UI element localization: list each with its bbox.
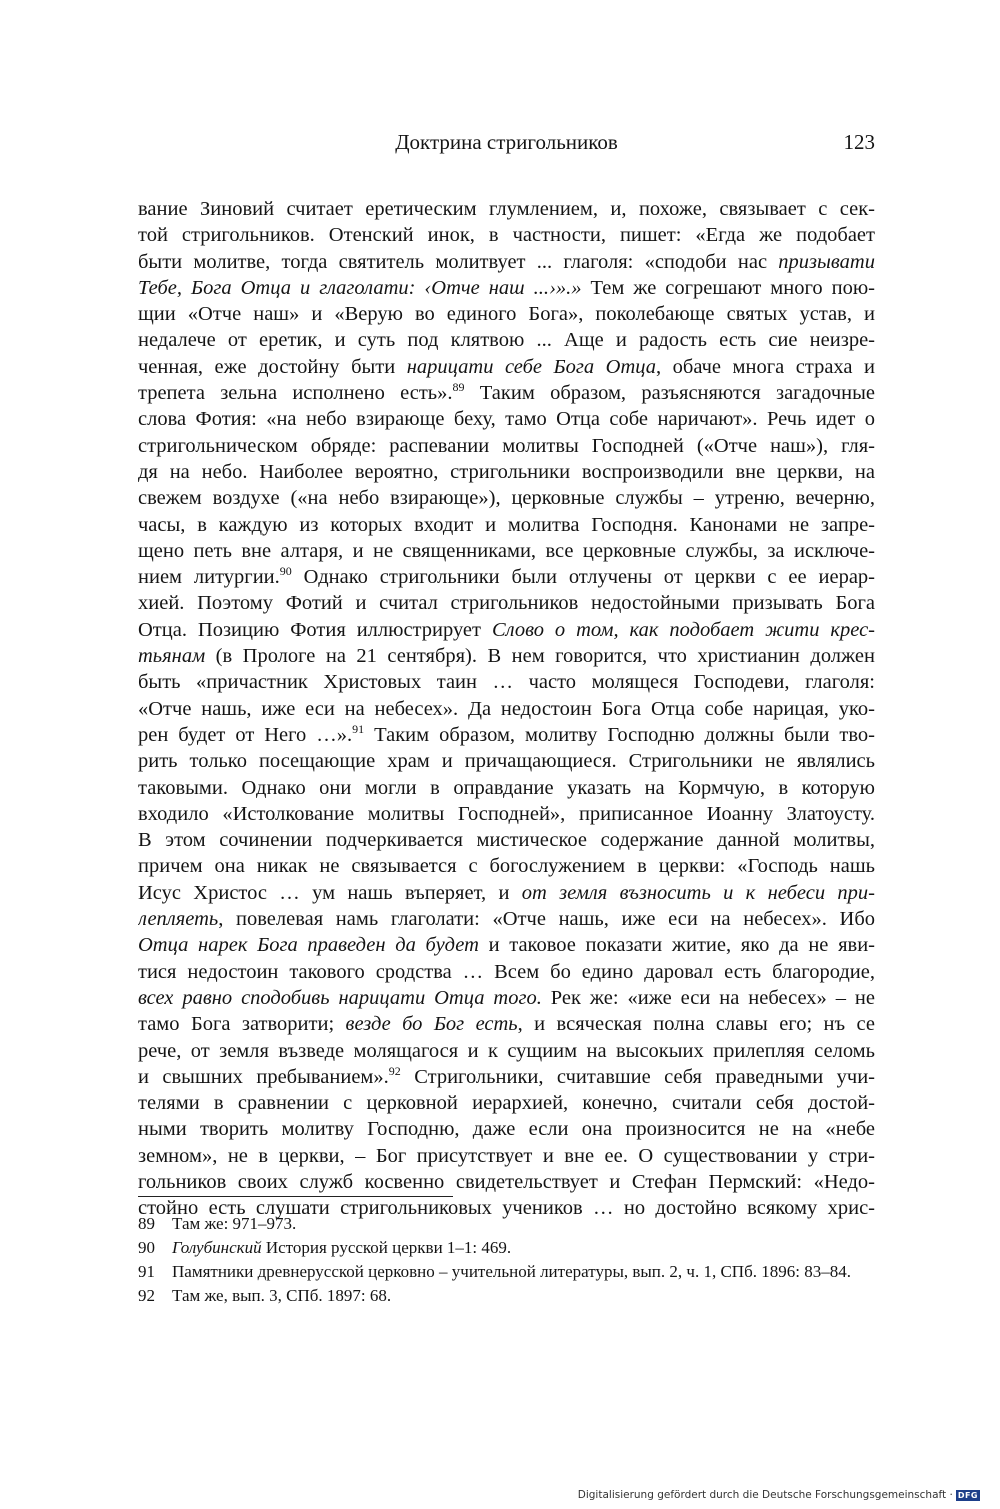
text-run: Памятники древнерусской церковно – учительной литературы, вып. 2, ч. 1, СПб. 1896: 83–84. (172, 1262, 851, 1281)
text-line (138, 643, 875, 669)
text-line (138, 1169, 875, 1195)
text-run: В этом сочинении подчеркивается мистическое содержание данной молитвы, (138, 829, 875, 852)
footnote-ref: 91 (352, 722, 365, 737)
italic-text: везде бо Бог есть (345, 1013, 518, 1036)
text-line (138, 1011, 875, 1037)
text-line (138, 222, 875, 248)
credit-text: Digitalisierung gefördert durch die Deutsche Forschungsgemeinschaft · (577, 1489, 953, 1501)
text-line (138, 696, 875, 722)
text-run: ными творить молитву Господню, даже если она произносится не на «небе (138, 1118, 875, 1141)
footnote (138, 1212, 875, 1236)
text-run: недалече от еретик, и суть под клятвою ... Аще и радость есть сие неизре- (138, 329, 875, 352)
text-run: часы, в каждую из которых входит и молитва Господня. Канонами не запре- (138, 513, 875, 536)
text-run: причем она никак не связывается с богослужением в церкви: «Господь нашь (138, 855, 875, 878)
text-line (138, 301, 875, 327)
footnote-separator (138, 1196, 453, 1197)
italic-text: тьянам (138, 645, 206, 668)
italic-text: нарицати себе Бога Отца (406, 355, 657, 378)
text-line (138, 1143, 875, 1169)
italic-text: Тебе, Бога Отца и глаголати: ‹Отче наш ...›».» (138, 276, 582, 299)
running-title: Доктрина стригольников (395, 130, 618, 154)
text-run: Однако стригольники были отлучены от церкви с ее иерар- (291, 566, 875, 589)
footnote (138, 1236, 875, 1260)
text-run: свежем воздухе («на небо взирающе»), церковные службы – утреню, вечерню, (138, 487, 875, 510)
text-line (138, 459, 875, 485)
text-run: той стригольников. Отенский инок, в частности, пишет: «Егда же подобает (138, 224, 875, 247)
running-head (138, 130, 875, 160)
text-run: , и всяческая полна славы его; нъ се (517, 1013, 875, 1036)
text-line (138, 985, 875, 1011)
text-line (138, 327, 875, 353)
footnote-number: 90 (138, 1238, 155, 1257)
digitization-credit (578, 1489, 980, 1501)
text-line (138, 617, 875, 643)
text-run: телями в сравнении с церковной иерархией, конечно, считали себя достой- (138, 1092, 875, 1115)
text-run: нием литургии. (138, 566, 280, 589)
footnote-text (172, 1212, 875, 1236)
text-run: Там же: 971–973. (172, 1214, 297, 1233)
text-line (138, 590, 875, 616)
text-run: вание Зиновий считает еретическим глумлением, и, похоже, связывает с сек- (138, 198, 875, 220)
text-line (138, 959, 875, 985)
text-line (138, 1116, 875, 1142)
text-run: Стригольники, считавшие себя праведными учи- (400, 1065, 875, 1088)
text-run: стригольническом обряде: распевании молитвы Господней («Отче наш»), гля- (138, 434, 875, 457)
text-run: (в Прологе на 21 сентября). В нем говорится, что христианин должен (205, 645, 875, 668)
text-run: рить только посещающие храм и причащающиеся. Стригольники не являлись (138, 750, 875, 773)
text-line (138, 775, 875, 801)
footnote-number: 92 (138, 1286, 155, 1305)
footnote-text (172, 1284, 875, 1308)
italic-text: лепляеть (138, 908, 219, 931)
text-line (138, 564, 875, 590)
text-run: и свышних пребыванием». (138, 1065, 389, 1088)
text-line (138, 932, 875, 958)
text-line (138, 853, 875, 879)
footnote (138, 1284, 875, 1308)
text-run: трепета зельна исполнено есть». (138, 382, 453, 405)
footnote-text (172, 1260, 875, 1284)
text-line (138, 354, 875, 380)
footnote (138, 1260, 875, 1284)
text-run: рече, от земля възведе молящагося и к сущиим на высокыих прилепляя селомь (138, 1039, 875, 1062)
footnote-text (172, 1236, 875, 1260)
text-run: рен будет от Него …». (138, 723, 353, 746)
text-line (138, 512, 875, 538)
text-line (138, 433, 875, 459)
text-run: Там же, вып. 3, СПб. 1897: 68. (172, 1286, 392, 1305)
text-line (138, 485, 875, 511)
text-run: «Отче нашь, иже еси на небесех». Да недостоин Бога Отца собе нарицая, уко- (138, 697, 875, 720)
text-run: Отца. Позицию Фотия иллюстрирует (138, 618, 492, 641)
text-line (138, 1090, 875, 1116)
text-run: таковыми. Однако они могли в оправдание указать на Кормчую, в которую (138, 776, 875, 799)
italic-text: всех равно сподобивь нарицати Отца того. (138, 986, 542, 1009)
italic-text: от земля възносить и к небеси при- (521, 881, 875, 904)
text-run: , обаче многа страха и (656, 355, 875, 378)
text-run: История русской церкви 1–1: 469. (261, 1238, 512, 1257)
footnote-ref: 92 (388, 1063, 401, 1078)
italic-text: Голубинский (172, 1238, 262, 1257)
text-line (138, 275, 875, 301)
text-run: быть «причастник Христовых таин … часто молящеся Господеви, глаголя: (138, 671, 875, 694)
text-run: тамо Бога затворити; (138, 1013, 346, 1036)
italic-text: призывати (778, 250, 875, 273)
text-line (138, 906, 875, 932)
footnote-number: 91 (138, 1262, 155, 1281)
footnote-ref: 90 (279, 564, 292, 579)
italic-text: Слово о том, как подобает жити крес- (491, 618, 875, 641)
text-line (138, 801, 875, 827)
text-line (138, 538, 875, 564)
text-run: тися недостоин такового сродства … Всем бо едино даровал есть благородие, (138, 960, 875, 983)
text-line (138, 406, 875, 432)
text-run: Таким образом, разъясняются загадочные (464, 382, 875, 405)
text-line (138, 1038, 875, 1064)
footnote-number: 89 (138, 1214, 155, 1233)
text-run: слова Фотия: «на небо взирающе беху, тамо Отца собе наричают». Речь идет о (138, 408, 875, 431)
text-line (138, 249, 875, 275)
dfg-logo: DFG (957, 1490, 978, 1500)
text-line (138, 380, 875, 406)
text-run: земном», не в церкви, – Бог присутствует и вне ее. О существовании у стри- (138, 1144, 875, 1167)
text-run: Исус Христос … ум нашь въперяет, и (138, 881, 522, 904)
text-line (138, 827, 875, 853)
footnotes (138, 1212, 875, 1308)
text-line (138, 722, 875, 748)
text-line (138, 880, 875, 906)
text-run: Рек же: «иже еси на небесех» – не (541, 986, 875, 1009)
text-run: дя на небо. Наиболее вероятно, стригольники воспроизводили вне церкви, на (138, 460, 875, 483)
text-run: Тем же согрешают много пою- (581, 276, 875, 299)
text-line (138, 196, 875, 222)
text-run: , повелевая намь глаголати: «Отче нашь, иже еси на небесех». Ибо (218, 908, 875, 931)
text-run: стойно есть слушати стригольниковых учеников … но достойно всякому хрис- (138, 1197, 875, 1220)
footnote-ref: 89 (452, 380, 465, 395)
text-line (138, 1064, 875, 1090)
text-line (138, 748, 875, 774)
text-line (138, 669, 875, 695)
text-run: быти молитве, тогда святитель молитвует ... глаголя: «сподоби нас (138, 250, 779, 273)
text-run: Таким образом, молитву Господню должны были тво- (364, 723, 875, 746)
page-number: 123 (843, 130, 875, 154)
text-run: гольников своих служб косвенно свидетельствует и Стефан Пермский: «Недо- (138, 1170, 875, 1193)
text-run: входило «Истолкование молитвы Господней», приписанное Иоанну Златоусту. (138, 802, 875, 825)
text-run: ченная, еже достойну быти (138, 355, 407, 378)
body-text (138, 196, 875, 1222)
italic-text: Отца нарек Бога праведен да будет (138, 934, 479, 957)
text-run: щии «Отче наш» и «Верую во единого Бога», поколебающе святых устав, и (138, 303, 875, 326)
text-run: хией. Поэтому Фотий и считал стригольников недостойными призывать Бога (138, 592, 875, 615)
text-run: и таковое показати житие, яко да не яви- (478, 934, 875, 957)
text-run: щено петь вне алтаря, и не священниками, все церковные службы, за исключе- (138, 539, 875, 562)
